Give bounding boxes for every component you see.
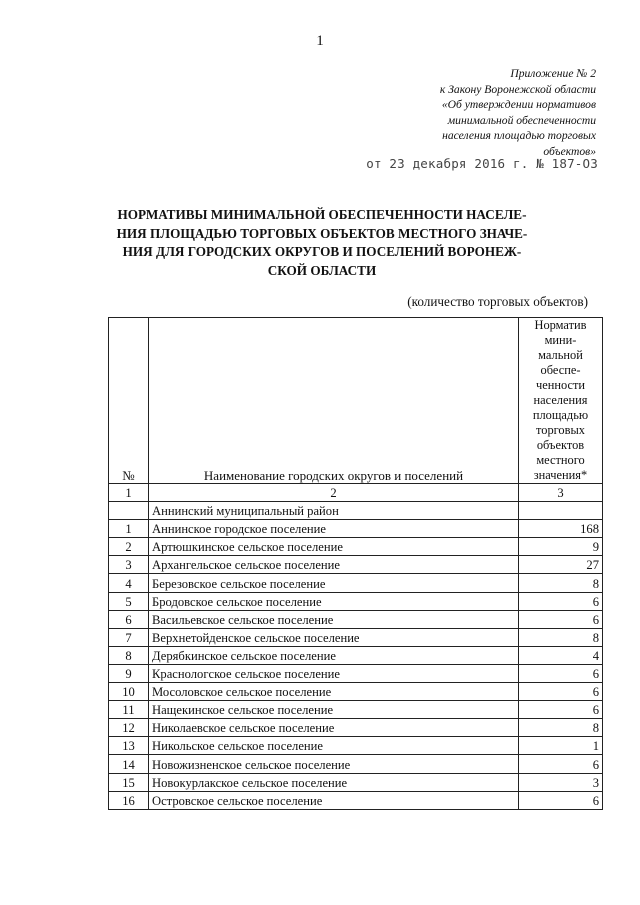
table-row	[109, 610, 603, 628]
page-number: 1	[316, 33, 324, 49]
header-value-line: значения*	[533, 468, 588, 482]
title-line: НОРМАТИВЫ МИНИМАЛЬНОЙ ОБЕСПЕЧЕННОСТИ НАСЕЛЕ-	[117, 207, 527, 222]
row-number: 5	[109, 592, 149, 610]
table-row	[109, 719, 603, 737]
settlement-name: Верхнетойденское сельское поселение	[149, 628, 519, 646]
row-number: 13	[109, 737, 149, 755]
header-value-line: ченности	[535, 378, 586, 392]
row-number: 15	[109, 773, 149, 791]
table-row	[109, 628, 603, 646]
norm-value: 6	[519, 755, 603, 773]
settlement-name: Новожизненское сельское поселение	[149, 755, 519, 773]
header-value-line: мальной	[538, 348, 583, 362]
appendix-line: объектов»	[543, 144, 596, 158]
norm-value: 1	[519, 737, 603, 755]
district-name: Аннинский муниципальный район	[149, 502, 519, 520]
row-number: 14	[109, 755, 149, 773]
header-value-line: площадью	[532, 408, 589, 422]
norm-value: 8	[519, 628, 603, 646]
settlement-rows	[109, 520, 603, 810]
row-number: 8	[109, 646, 149, 664]
norm-value: 6	[519, 664, 603, 682]
row-number: 10	[109, 683, 149, 701]
row-number: 12	[109, 719, 149, 737]
settlement-name: Дерябкинское сельское поселение	[149, 646, 519, 664]
table-row	[109, 701, 603, 719]
row-number: 6	[109, 610, 149, 628]
header-name: Наименование городских округов и поселений	[149, 318, 519, 484]
law-date-stamp: от 23 декабря 2016 г. № 187-ОЗ	[366, 156, 598, 171]
settlement-name: Никольское сельское поселение	[149, 737, 519, 755]
settlement-name: Островское сельское поселение	[149, 791, 519, 809]
norm-value: 168	[519, 520, 603, 538]
district-number	[109, 502, 149, 520]
table-row	[109, 737, 603, 755]
settlement-name: Нащекинское сельское поселение	[149, 701, 519, 719]
settlement-name: Васильевское сельское поселение	[149, 610, 519, 628]
column-index: 1	[109, 484, 149, 502]
norm-value: 9	[519, 538, 603, 556]
header-value-line: мини-	[544, 333, 577, 347]
norm-value: 27	[519, 556, 603, 574]
table-row	[109, 773, 603, 791]
header-value-line: местного	[536, 453, 585, 467]
title-line: НИЯ ДЛЯ ГОРОДСКИХ ОКРУГОВ И ПОСЕЛЕНИЙ ВОРОНЕЖ-	[122, 244, 522, 259]
row-number: 7	[109, 628, 149, 646]
norm-value: 3	[519, 773, 603, 791]
district-row	[109, 502, 603, 520]
appendix-line: к Закону Воронежской области	[439, 82, 596, 96]
norm-value: 4	[519, 646, 603, 664]
header-value-line: объектов	[536, 438, 585, 452]
settlement-name: Мосоловское сельское поселение	[149, 683, 519, 701]
table-row	[109, 538, 603, 556]
table-row	[109, 791, 603, 809]
settlement-name: Бродовское сельское поселение	[149, 592, 519, 610]
table-row	[109, 755, 603, 773]
table-row	[109, 646, 603, 664]
title-line: СКОЙ ОБЛАСТИ	[267, 262, 377, 278]
table-header-row	[109, 318, 603, 484]
appendix-line: населения площадью торговых	[442, 129, 596, 143]
row-number: 1	[109, 520, 149, 538]
column-index: 2	[149, 484, 519, 502]
table-row	[109, 520, 603, 538]
norm-value: 8	[519, 574, 603, 592]
column-index: 3	[519, 484, 603, 502]
norm-value: 6	[519, 592, 603, 610]
column-index-row	[109, 484, 603, 502]
settlement-name: Архангельское сельское поселение	[149, 556, 519, 574]
table-row	[109, 683, 603, 701]
header-value	[519, 318, 603, 484]
appendix-line: Приложение № 2	[510, 67, 596, 80]
table-row	[109, 556, 603, 574]
row-number: 9	[109, 664, 149, 682]
row-number: 16	[109, 791, 149, 809]
norm-value: 6	[519, 610, 603, 628]
settlement-name: Аннинское городское поселение	[149, 520, 519, 538]
units-note: (количество торговых объектов)	[407, 294, 588, 309]
norm-value: 6	[519, 791, 603, 809]
header-value-line: населения	[533, 393, 588, 407]
norm-value: 6	[519, 701, 603, 719]
table-row	[109, 592, 603, 610]
norm-value: 8	[519, 719, 603, 737]
row-number: 2	[109, 538, 149, 556]
row-number: 3	[109, 556, 149, 574]
header-value-line: торговых	[536, 423, 585, 437]
settlement-name: Краснологское сельское поселение	[149, 664, 519, 682]
district-value	[519, 502, 603, 520]
appendix-note	[366, 66, 596, 160]
appendix-line: «Об утверждении нормативов	[441, 98, 596, 112]
settlement-name: Новокурлакское сельское поселение	[149, 773, 519, 791]
table-row	[109, 664, 603, 682]
row-number: 4	[109, 574, 149, 592]
table-row	[109, 574, 603, 592]
norm-value: 6	[519, 683, 603, 701]
header-value-line: обеспе-	[540, 363, 581, 377]
settlement-name: Николаевское сельское поселение	[149, 719, 519, 737]
settlement-name: Березовское сельское поселение	[149, 574, 519, 592]
title-line: НИЯ ПЛОЩАДЬЮ ТОРГОВЫХ ОБЪЕКТОВ МЕСТНОГО ЗНАЧЕ-	[116, 225, 528, 241]
row-number: 11	[109, 701, 149, 719]
settlement-name: Артюшкинское сельское поселение	[149, 538, 519, 556]
norms-table	[108, 317, 603, 810]
header-value-line: Норматив	[534, 318, 587, 332]
document-title	[100, 206, 544, 280]
header-number: №	[109, 318, 149, 484]
appendix-line: минимальной обеспеченности	[447, 113, 596, 127]
